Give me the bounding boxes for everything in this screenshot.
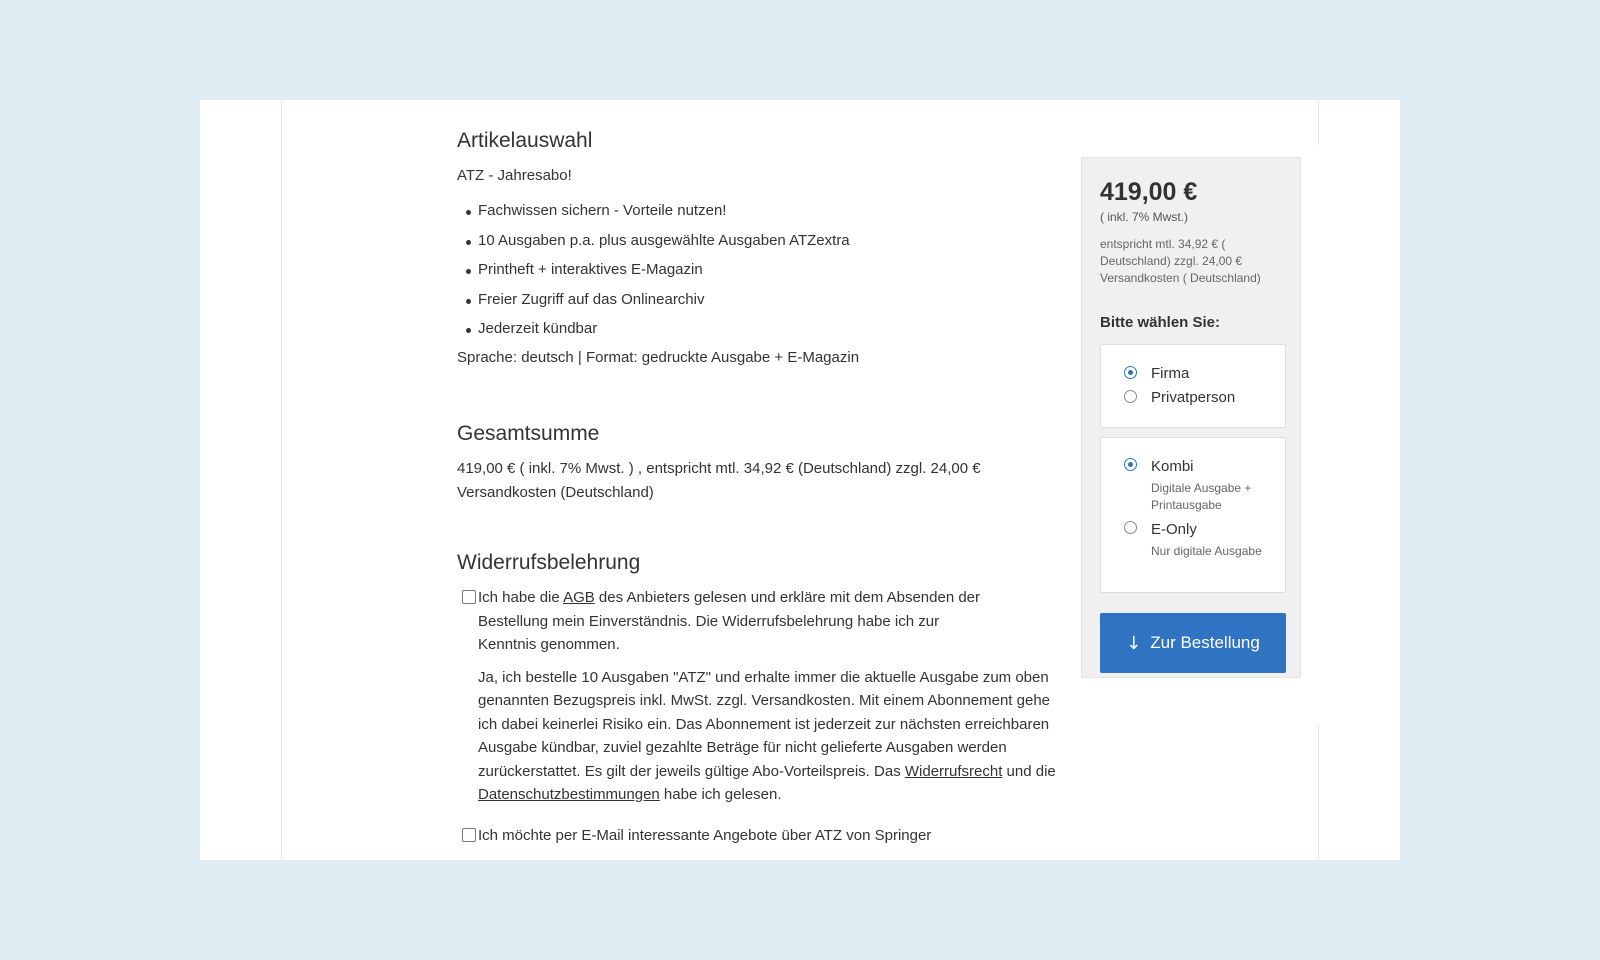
- radio-privatperson-label[interactable]: Privatperson: [1151, 389, 1236, 406]
- radio-kombi-desc: Digitale Ausgabe + Printausgabe: [1151, 481, 1252, 512]
- language-format: Sprache: deutsch | Format: gedruckte Ausgabe + E-Magazin: [457, 349, 860, 366]
- total-text: 419,00 € ( inkl. 7% Mwst. ) , entspricht mtl. 34,92 € (Deutschland) zzgl. 24,00 € Versandkosten (Deutschland): [457, 460, 981, 501]
- feature-item: Jederzeit kündbar: [457, 317, 850, 347]
- order-text-post: habe ich gelesen.: [659, 786, 782, 803]
- summary-vat: ( inkl. 7% Mwst.): [1100, 210, 1189, 224]
- agb-text-pre: Ich habe die: [478, 589, 564, 606]
- radio-firma-label[interactable]: Firma: [1151, 365, 1190, 382]
- agb-checkbox[interactable]: [462, 590, 476, 604]
- content-border-right-bottom: [1318, 724, 1319, 860]
- agb-text-post: des Anbieters gelesen und erkläre mit dem Absenden der Bestellung mein Einverständnis. Die Widerrufsbelehrung habe ich zur Kenntnis genommen.: [478, 589, 981, 653]
- agb-consent-text: [478, 586, 1072, 807]
- withdrawal-right-link[interactable]: Widerrufsrecht: [904, 762, 1003, 780]
- radio-e-only-label[interactable]: E-Only: [1151, 521, 1197, 538]
- customer-type-group: [1100, 344, 1286, 428]
- order-confirmation-text: [478, 666, 1072, 807]
- withdrawal-heading: Widerrufsbelehrung: [457, 551, 641, 574]
- summary-monthly: entspricht mtl. 34,92 € ( Deutschland) zzgl. 24,00 € Versandkosten ( Deutschland): [1100, 237, 1261, 285]
- newsletter-consent-row: [462, 824, 1072, 848]
- radio-firma[interactable]: [1124, 366, 1137, 379]
- feature-item: Printheft + interaktives E-Magazin: [457, 258, 850, 288]
- radio-kombi-label[interactable]: Kombi: [1151, 458, 1194, 475]
- arrow-down-icon: ↓: [1126, 632, 1142, 654]
- agb-consent-row: [462, 586, 1072, 807]
- product-title: ATZ - Jahresabo!: [457, 167, 572, 184]
- privacy-policy-link[interactable]: Datenschutzbestimmungen: [478, 786, 660, 803]
- feature-item: Fachwissen sichern - Vorteile nutzen!: [457, 199, 850, 229]
- edition-group: [1100, 437, 1286, 593]
- radio-e-only[interactable]: [1124, 521, 1137, 534]
- radio-privatperson[interactable]: [1124, 390, 1137, 403]
- choose-label: Bitte wählen Sie:: [1100, 314, 1221, 331]
- content-border-left: [281, 100, 282, 860]
- feature-item: 10 Ausgaben p.a. plus ausgewählte Ausgaben ATZextra: [457, 229, 850, 259]
- order-summary-box: [1081, 157, 1301, 678]
- order-text-main: Ja, ich bestelle 10 Ausgaben "ATZ" und erhalte immer die aktuelle Ausgabe zum oben genannten Bezugspreis inkl. MwSt. zzgl. Versandkosten. Mit einem Abonnement gehe ich dabei keinerlei Risiko ein. Das Abonnement ist jederzeit zur nächsten erreichbaren Ausgabe kündbar, zuviel gezahlte Beträge für nicht gelieferte Ausgaben werden zurückerstattet. Es gilt der jeweils gültige Abo-Vorteilspreis. Das: [478, 668, 1050, 780]
- agb-link[interactable]: AGB: [563, 589, 595, 606]
- order-text-mid: und die: [1002, 762, 1056, 780]
- article-heading: Artikelauswahl: [457, 129, 593, 152]
- content-border-right-top: [1318, 100, 1319, 145]
- checkout-page: [200, 100, 1400, 860]
- order-button[interactable]: [1100, 613, 1286, 673]
- summary-price: 419,00 €: [1100, 178, 1198, 206]
- radio-kombi[interactable]: [1124, 458, 1137, 471]
- total-heading: Gesamtsumme: [457, 422, 600, 445]
- newsletter-checkbox[interactable]: [462, 828, 476, 842]
- feature-list: [457, 199, 850, 347]
- radio-e-only-desc: Nur digitale Ausgabe: [1151, 544, 1262, 558]
- newsletter-consent-text: Ich möchte per E-Mail interessante Angebote über ATZ von Springer: [478, 827, 932, 844]
- feature-item: Freier Zugriff auf das Onlinearchiv: [457, 288, 850, 318]
- order-button-label: Zur Bestellung: [1150, 633, 1260, 652]
